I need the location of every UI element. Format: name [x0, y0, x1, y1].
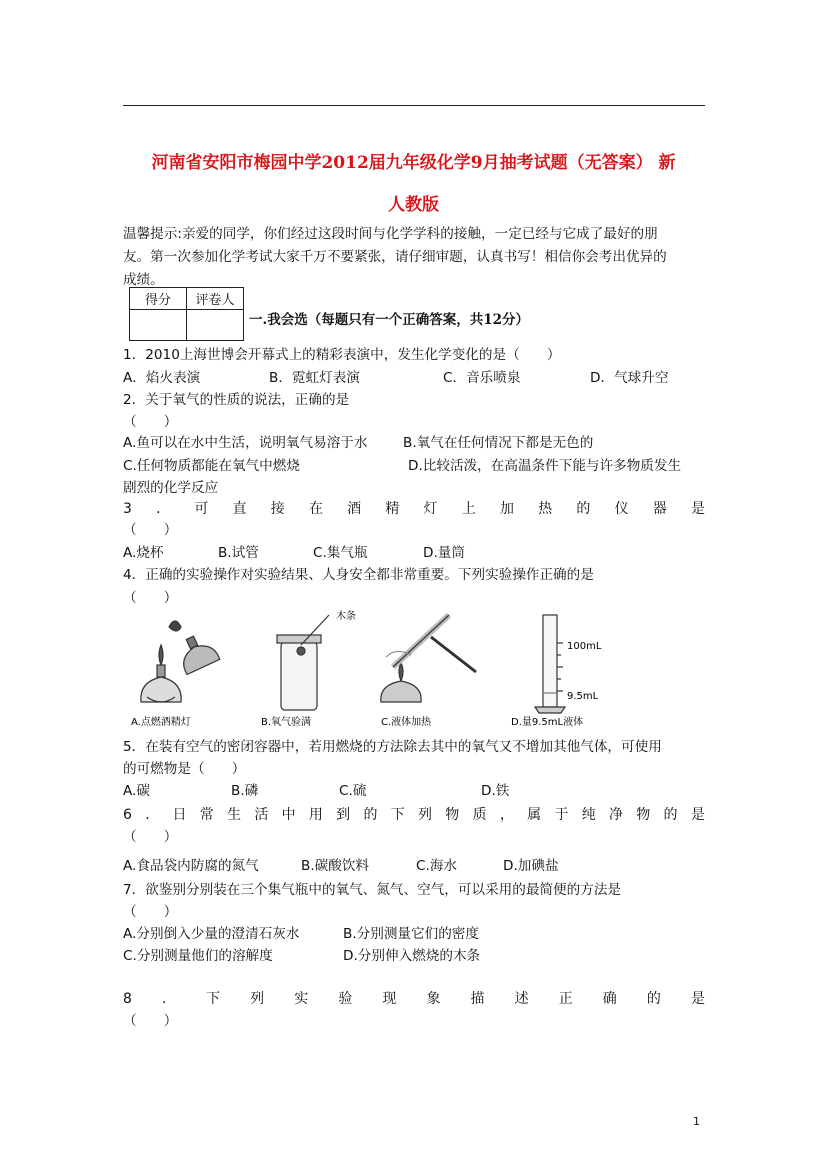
q6-stem-char: 常 — [199, 807, 214, 823]
q1-option-b[interactable]: B．霓虹灯表演 — [269, 370, 360, 386]
q8-stem-char: 描 — [470, 991, 485, 1007]
q7-option-b[interactable]: B.分别测量它们的密度 — [343, 926, 479, 942]
q2-option-b[interactable]: B.氧气在任何情况下都是无色的 — [403, 435, 594, 451]
q8-stem-char: 列 — [250, 991, 265, 1007]
q6-stem-char: 下 — [390, 807, 405, 823]
q2-option-d-cont: 剧烈的化学反应 — [123, 480, 219, 496]
q8-stem-char: 的 — [646, 991, 661, 1007]
q8-stem-char: ． — [162, 991, 176, 1007]
q1-option-c[interactable]: C．音乐喷泉 — [443, 370, 521, 386]
tip-line3: 成绩。 — [123, 272, 164, 288]
fig-label-b: B.氧气验满 — [261, 717, 312, 728]
fig-label-stick: 木条 — [336, 611, 356, 622]
q3-stem-char: 热 — [538, 501, 553, 517]
q3-stem-char: 精 — [385, 501, 400, 517]
fig-label-c: C.液体加热 — [381, 717, 432, 728]
q8-stem — [123, 990, 705, 1008]
q8-stem-char: 8 — [123, 991, 132, 1007]
q6-stem-char: 物 — [636, 807, 651, 823]
q2-option-d[interactable]: D.比较活泼，在高温条件下能与许多物质发生 — [408, 458, 682, 474]
tip-line2: 友。第一次参加化学考试大家千万不要紧张，请仔细审题，认真书写！相信你会考出优异的 — [123, 249, 667, 265]
q5-option-d[interactable]: D.铁 — [481, 783, 510, 799]
grader-cell[interactable] — [187, 310, 244, 341]
q7-option-a[interactable]: A.分别倒入少量的澄清石灰水 — [123, 926, 300, 942]
q3-stem-char: 加 — [499, 501, 514, 517]
q5-stem-cont: 的可燃物是（ ） — [123, 761, 246, 777]
q8-stem-char: 现 — [382, 991, 397, 1007]
q6-stem-char: 属 — [527, 807, 542, 823]
q7-paren: （ ） — [123, 904, 178, 920]
q6-stem-char: 日 — [172, 807, 187, 823]
fig-label-d: D.量9.5mL液体 — [511, 717, 584, 728]
q7-stem: 7．欲鉴别分别装在三个集气瓶中的氧气、氮气、空气，可以采用的最简便的方法是 — [123, 882, 622, 898]
fig-label-100ml: 100mL — [567, 641, 602, 652]
q8-stem-char: 是 — [690, 991, 705, 1007]
test-tube-heating-icon — [381, 615, 476, 702]
q6-stem-char: 质 — [472, 807, 487, 823]
q3-stem-char: ． — [156, 501, 171, 517]
q6-stem-char: 物 — [445, 807, 460, 823]
q8-stem-char: 实 — [294, 991, 309, 1007]
q8-stem-char: 正 — [558, 991, 573, 1007]
q3-stem-char: 仪 — [614, 501, 629, 517]
q6-stem — [123, 806, 705, 824]
q5-stem: 5．在装有空气的密闭容器中，若用燃烧的方法除去其中的氧气又不增加其他气体，可使用 — [123, 739, 662, 755]
doc-title-line1: 河南省安阳市梅园中学2012届九年级化学9月抽考试题（无答案） 新 — [151, 153, 676, 173]
q2-stem: 2．关于氧气的性质的说法，正确的是 — [123, 392, 350, 408]
q3-paren: （ ） — [123, 522, 178, 538]
q2-option-c[interactable]: C.任何物质都能在氧气中燃烧 — [123, 458, 300, 474]
q6-option-c[interactable]: C.海水 — [416, 858, 458, 874]
q8-stem-char: 下 — [206, 991, 221, 1007]
q3-stem-char: 接 — [270, 501, 285, 517]
q6-option-d[interactable]: D.加碘盐 — [503, 858, 559, 874]
page-number: 1 — [693, 1115, 700, 1128]
q6-stem-char: 净 — [608, 807, 623, 823]
q6-stem-char: 到 — [336, 807, 351, 823]
q6-stem-char: 纯 — [581, 807, 596, 823]
fig-label-9-5ml: 9.5mL — [567, 691, 599, 702]
fig-label-a: A.点燃酒精灯 — [131, 717, 191, 728]
q6-stem-char: 生 — [227, 807, 242, 823]
q3-option-d[interactable]: D.量筒 — [423, 545, 465, 561]
q4-stem: 4．正确的实验操作对实验结果、人身安全都非常重要。下列实验操作正确的是 — [123, 567, 594, 583]
q8-stem-char: 确 — [602, 991, 617, 1007]
q3-stem-char: 上 — [461, 501, 476, 517]
q8-stem-char: 验 — [338, 991, 353, 1007]
q4-paren: （ ） — [123, 590, 178, 606]
q6-stem-char: 6 — [123, 807, 132, 823]
q3-stem-char: 灯 — [423, 501, 438, 517]
q3-stem-char: 3 — [123, 501, 132, 517]
alcohol-lamp-icon — [141, 621, 220, 702]
q3-stem-char: 在 — [308, 501, 323, 517]
q3-stem — [123, 500, 705, 518]
q1-option-a[interactable]: A．焰火表演 — [123, 370, 201, 386]
section-title: 一.我会选（每题只有一个正确答案，共12分） — [249, 312, 529, 328]
q2-option-a[interactable]: A.鱼可以在水中生活，说明氧气易溶于水 — [123, 435, 368, 451]
q8-stem-char: 述 — [514, 991, 529, 1007]
q8-stem-char: 象 — [426, 991, 441, 1007]
q3-option-b[interactable]: B.试管 — [218, 545, 259, 561]
q3-stem-char: 的 — [576, 501, 591, 517]
grader-header: 评卷人 — [187, 288, 244, 310]
q6-stem-char: ， — [499, 807, 514, 823]
q4-apparatus-figure — [131, 607, 641, 731]
doc-title-line2: 人教版 — [388, 195, 439, 215]
q3-stem-char: 直 — [232, 501, 247, 517]
q3-option-c[interactable]: C.集气瓶 — [313, 545, 368, 561]
header-rule — [123, 105, 705, 106]
q6-stem-char: 列 — [418, 807, 433, 823]
q3-option-a[interactable]: A.烧杯 — [123, 545, 164, 561]
q3-stem-char: 可 — [194, 501, 209, 517]
q6-stem-char: 于 — [554, 807, 569, 823]
q6-stem-char: 中 — [281, 807, 296, 823]
q1-stem: 1．2010上海世博会开幕式上的精彩表演中，发生化学变化的是（ ） — [123, 347, 561, 363]
q7-option-c[interactable]: C.分别测量他们的溶解度 — [123, 948, 273, 964]
q5-option-a[interactable]: A.碳 — [123, 783, 150, 799]
q3-stem-char: 酒 — [347, 501, 362, 517]
score-cell[interactable] — [130, 310, 187, 341]
q7-option-d[interactable]: D.分别伸入燃烧的木条 — [343, 948, 481, 964]
graduated-cylinder-icon — [535, 615, 565, 713]
q6-stem-char: 用 — [308, 807, 323, 823]
q6-stem-char: 的 — [363, 807, 378, 823]
q3-stem-char: 是 — [690, 501, 705, 517]
gas-jar-icon — [277, 615, 329, 710]
q6-paren: （ ） — [123, 829, 178, 845]
q6-stem-char: 活 — [254, 807, 269, 823]
q5-option-b[interactable]: B.磷 — [231, 783, 259, 799]
q5-option-c[interactable]: C.硫 — [339, 783, 367, 799]
q6-stem-char: 是 — [690, 807, 705, 823]
q2-paren: （ ） — [123, 414, 178, 430]
q6-stem-char: 的 — [663, 807, 678, 823]
q8-paren: （ ） — [123, 1013, 178, 1029]
q6-option-b[interactable]: B.碳酸饮料 — [301, 858, 370, 874]
q3-stem-char: 器 — [652, 501, 667, 517]
score-table — [129, 287, 244, 341]
tip-line1: 温馨提示:亲爱的同学，你们经过这段时间与化学学科的接触，一定已经与它成了最好的朋 — [123, 226, 658, 242]
q6-stem-char: ． — [145, 807, 160, 823]
score-header: 得分 — [130, 288, 187, 310]
q6-option-a[interactable]: A.食品袋内防腐的氮气 — [123, 858, 259, 874]
q1-option-d[interactable]: D．气球升空 — [590, 370, 669, 386]
